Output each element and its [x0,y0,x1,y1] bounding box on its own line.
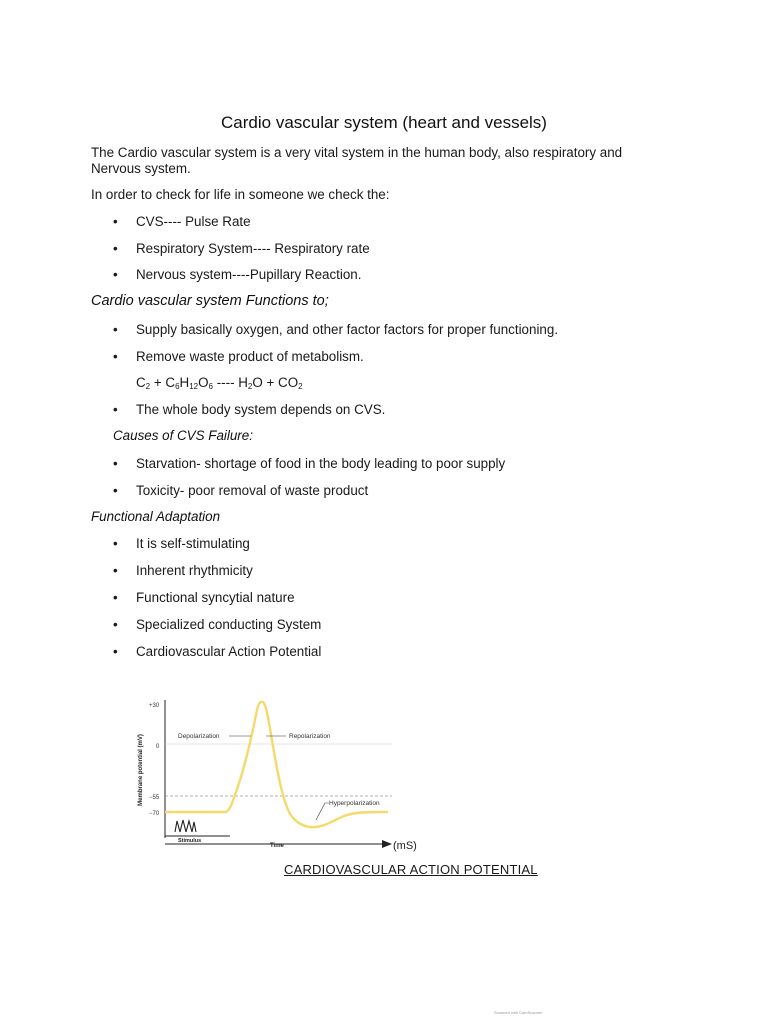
tick-label: 0 [156,744,160,750]
check-intro: In order to check for life in someone we check the: [91,187,390,202]
bullet-icon: • [113,563,118,578]
list-item: Specialized conducting System [136,617,322,632]
footer-watermark: Scanned with CamScanner [494,1010,543,1015]
functions-heading: Cardio vascular system Functions to; [91,293,329,309]
bullet-icon: • [113,349,118,364]
x-axis-arrow-icon [382,840,392,848]
bullet-icon: • [113,241,118,256]
bullet-icon: • [113,483,118,498]
hyperpolarization-leader [316,803,329,820]
bullet-icon: • [113,617,118,632]
list-item: The whole body system depends on CVS. [136,402,386,417]
list-item: It is self-stimulating [136,536,250,551]
bullet-icon: • [113,456,118,471]
list-item: Nervous system----Pupillary Reaction. [136,267,362,282]
list-item: Respiratory System---- Respiratory rate [136,241,370,256]
repolarization-label: Repolarization [289,733,331,740]
list-item: CVS---- Pulse Rate [136,214,251,229]
bullet-icon: • [113,590,118,605]
intro-paragraph: The Cardio vascular system is a very vital system in the human body, also respiratory and Nervous system. [91,145,623,176]
chemical-formula: $C_2 + C_6H_{12}O_6$ ---- $H_2O + CO_2$ [136,375,303,391]
list-item: Toxicity- poor removal of waste product [136,483,369,498]
adaptation-heading: Functional Adaptation [91,509,221,524]
list-item: Remove waste product of metabolism. [136,349,364,364]
stimulus-label: Stimulus [178,838,202,844]
tick-label: −55 [149,795,160,801]
bullet-icon: • [113,322,118,337]
tick-label: −70 [149,811,160,817]
unit-label: (mS) [393,840,417,852]
bullet-icon: • [113,536,118,551]
y-axis-label: Membrane potential (mV) [138,734,144,806]
bullet-icon: • [113,267,118,282]
list-item: Inherent rhythmicity [136,563,253,578]
x-axis-label: Time [270,843,284,849]
bullet-icon: • [113,214,118,229]
list-item: Cardiovascular Action Potential [136,644,322,659]
list-item: Functional syncytial nature [136,590,295,605]
bullet-icon: • [113,644,118,659]
action-potential-curve [165,702,388,827]
stimulus-marks-icon [175,820,196,832]
figure-caption: CARDIOVASCULAR ACTION POTENTIAL [284,862,538,877]
causes-heading: Causes of CVS Failure: [113,428,253,443]
tick-label: +30 [149,703,160,709]
depolarization-label: Depolarization [178,733,220,740]
page-title: Cardio vascular system (heart and vessels) [221,113,547,132]
list-item: Supply basically oxygen, and other factor factors for proper functioning. [136,322,559,337]
list-item: Starvation- shortage of food in the body leading to poor supply [136,456,506,471]
action-potential-diagram [130,690,430,855]
bullet-icon: • [113,402,118,417]
hyperpolarization-label: Hyperpolarization [329,800,380,807]
